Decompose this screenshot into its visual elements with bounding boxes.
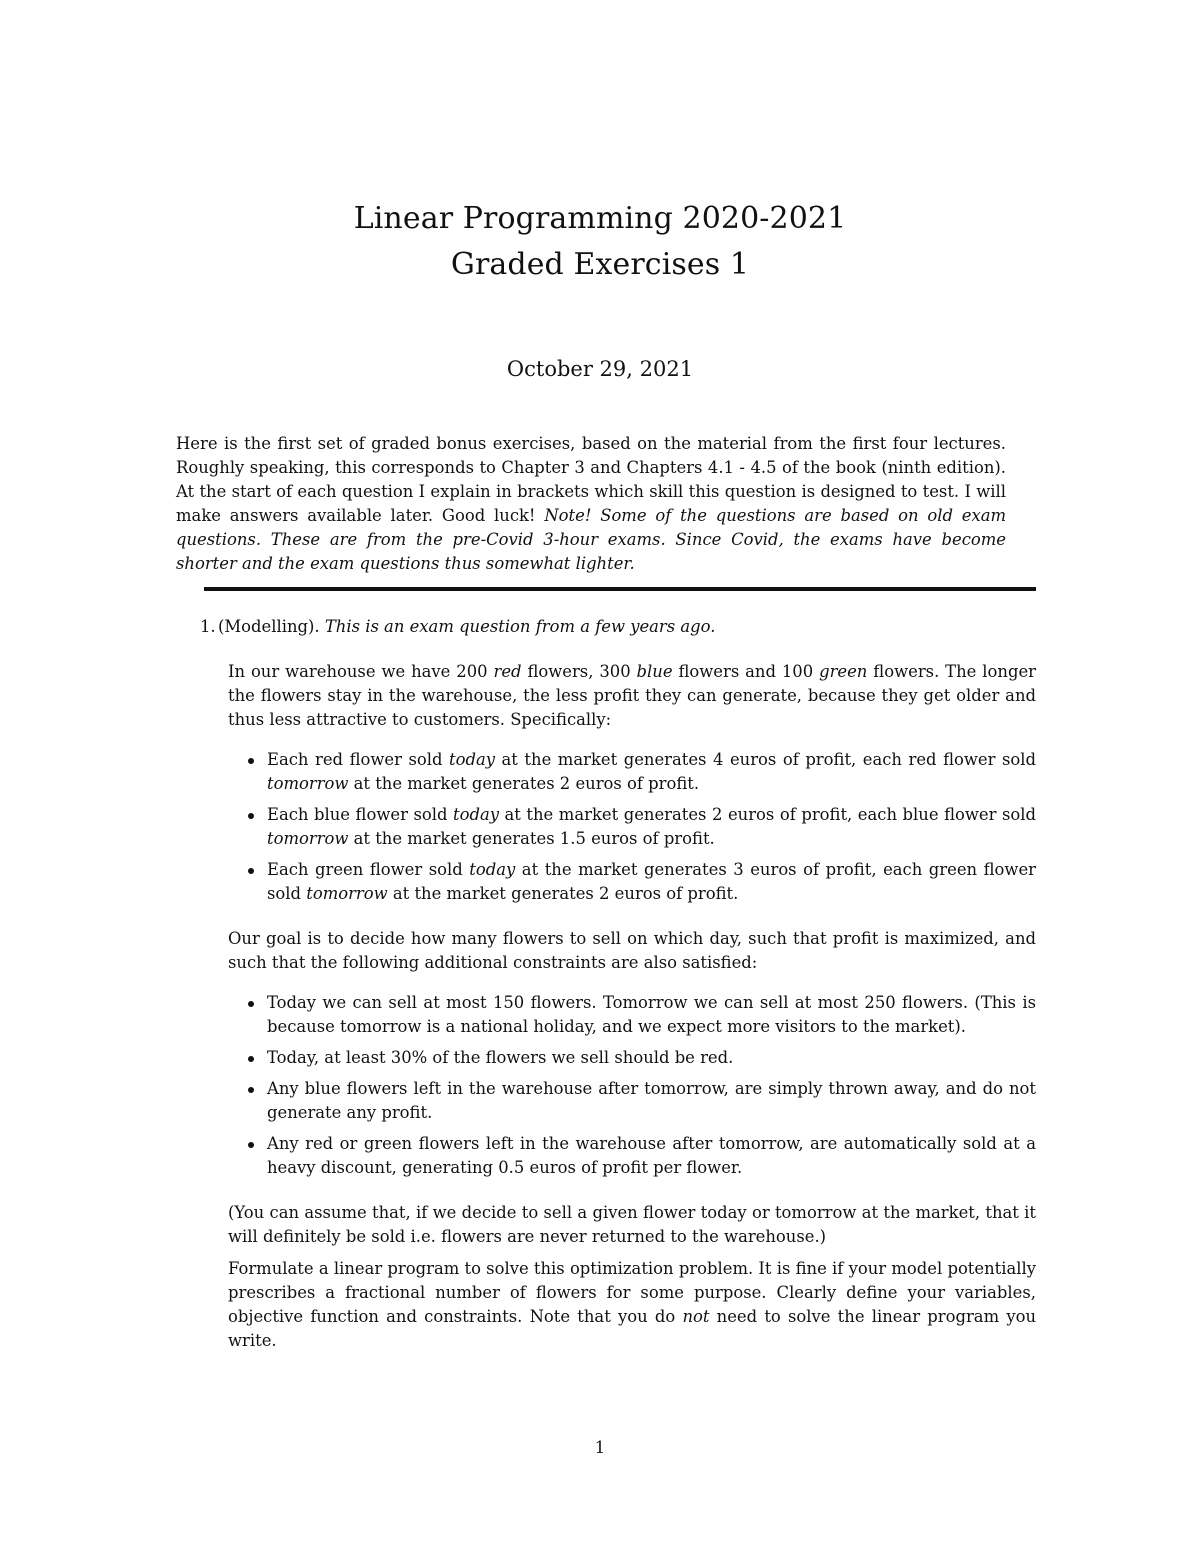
word-today: today [453, 805, 499, 824]
task-text-b: need to solve the linear program you write. [228, 1307, 1036, 1350]
word-red: red [493, 662, 522, 681]
item-text: Each red flower sold [267, 750, 450, 769]
bullet-icon [248, 758, 254, 764]
item-text: at the market generates 2 euros of profit, each blue flower sold [498, 805, 1036, 824]
list-item [228, 803, 1036, 851]
item-text: Each green flower sold [267, 860, 470, 879]
word-today: today [449, 750, 495, 769]
question-1 [176, 615, 1036, 1353]
constraint-list [228, 991, 1036, 1180]
list-item [228, 1077, 1036, 1125]
item-text: at the market generates 4 euros of profit, each red flower sold [495, 750, 1036, 769]
word-today: today [469, 860, 516, 879]
intro-paragraph [176, 432, 1006, 576]
intro-text: Here is the first set of graded bonus exercises, based on the material from the first four lectures. Roughly speaking, this corresponds to Chapter 3 and Chapters 4.1 - 4.5 of the book (ninth edition). At the start of each question I explain in brackets which skill this question is designed to test. I will make answers available later. Good luck! [176, 434, 1006, 525]
task-text-a: Formulate a linear program to solve this optimization problem. It is fine if your model potentially prescribes a fractional number of flowers for some purpose. Clearly define your variables, objective function and constraints. Note that you do [228, 1259, 1036, 1326]
bullet-icon [248, 813, 254, 819]
bullet-icon [248, 1087, 254, 1093]
bullet-icon [248, 1001, 254, 1007]
warehouse-text-c: flowers and 100 [672, 662, 820, 681]
word-tomorrow: tomorrow [267, 829, 349, 848]
word-green: green [819, 662, 868, 681]
list-item [228, 991, 1036, 1039]
document-title: Linear Programming 2020-2021 [353, 201, 847, 236]
bullet-icon [248, 1142, 254, 1148]
warehouse-text-d: flowers. The longer the flowers stay in the warehouse, the less profit they can generate, because they get older and thus less attractive to customers. Specifically: [228, 662, 1036, 729]
document-subtitle: Graded Exercises 1 [450, 247, 750, 282]
page-number: 1 [594, 1438, 606, 1457]
goal-paragraph: Our goal is to decide how many flowers to sell on which day, such that profit is maximized, and such that the following additional constraints are also satisfied: [228, 929, 1036, 972]
list-item [228, 1132, 1036, 1180]
warehouse-text-a: In our warehouse we have 200 [228, 662, 494, 681]
word-tomorrow: tomorrow [267, 774, 349, 793]
question-headline [206, 617, 715, 636]
title-block [0, 196, 1200, 288]
item-text: Any red or green flowers left in the warehouse after tomorrow, are automatically sold at a heavy discount, generating 0.5 euros of profit per flower. [267, 1134, 1036, 1177]
horizontal-rule [204, 587, 1036, 591]
bullet-icon [248, 868, 254, 874]
list-item [228, 858, 1036, 906]
warehouse-paragraph [228, 660, 1036, 732]
word-blue: blue [636, 662, 673, 681]
item-text: at the market generates 2 euros of profit. [387, 884, 739, 903]
item-text: at the market generates 2 euros of profit. [348, 774, 700, 793]
question-number: 1. [200, 617, 216, 636]
question-body [228, 660, 1036, 1353]
intro-note: Note! Some of the questions are based on old exam questions. These are from the pre-Covid 3-hour exams. Since Covid, the exams have become shorter and the exam questions thus somewhat lighter. [176, 506, 1007, 573]
question-skill: (Modelling). [218, 617, 320, 636]
assumption-paragraph: (You can assume that, if we decide to sell a given flower today or tomorrow at the market, that it will definitely be sold i.e. flowers are never returned to the warehouse.) [228, 1203, 1036, 1246]
bullet-icon [248, 1056, 254, 1062]
warehouse-text-b: flowers, 300 [521, 662, 637, 681]
question-subtitle: This is an exam question from a few years ago. [324, 617, 716, 636]
task-paragraph [228, 1257, 1036, 1353]
item-text: Today, at least 30% of the flowers we sell should be red. [267, 1048, 734, 1067]
item-text: Any blue flowers left in the warehouse after tomorrow, are simply thrown away, and do not generate any profit. [267, 1079, 1036, 1122]
item-text: Each blue flower sold [267, 805, 453, 824]
list-item [228, 748, 1036, 796]
document-date: October 29, 2021 [506, 357, 694, 381]
item-text: at the market generates 1.5 euros of profit. [348, 829, 715, 848]
word-not: not [682, 1307, 710, 1326]
profit-list [228, 748, 1036, 906]
word-tomorrow: tomorrow [306, 884, 388, 903]
list-item [228, 1046, 1036, 1070]
item-text: Today we can sell at most 150 flowers. Tomorrow we can sell at most 250 flowers. (This is because tomorrow is a national holiday, and we expect more visitors to the market). [267, 993, 1036, 1036]
question-heading [176, 615, 1036, 639]
item-text: at the market generates 3 euros of profit, each green flower sold [267, 860, 1036, 903]
